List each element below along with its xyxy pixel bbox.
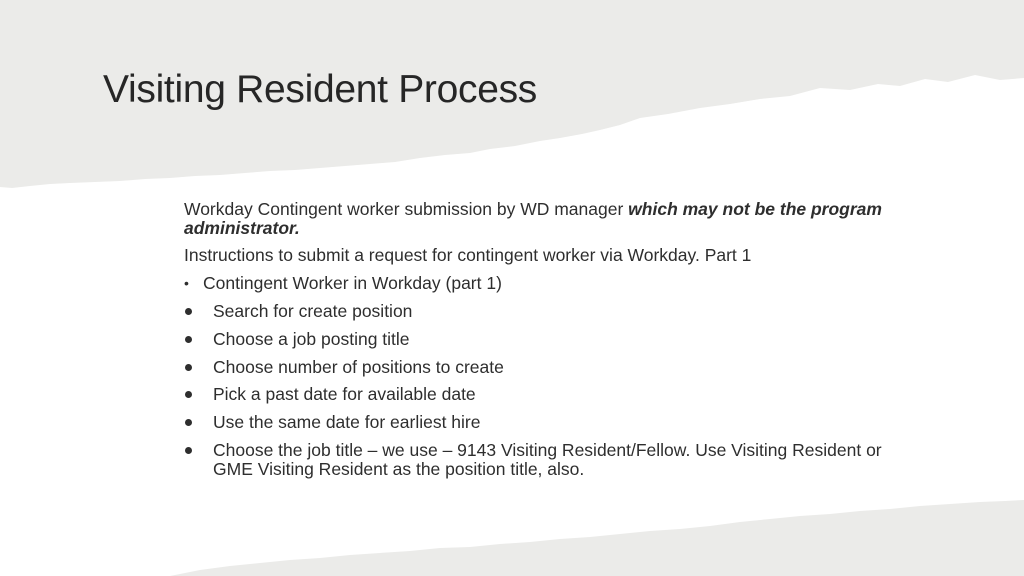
bullet-icon xyxy=(184,413,213,432)
bullet-icon xyxy=(184,358,213,377)
bullet-icon xyxy=(184,385,213,404)
step-text: Choose the job title – we use – 9143 Visiting Resident/Fellow. Use Visiting Resident or GME Visiting Resident as the position title, also. xyxy=(213,439,882,479)
bottom-torn-paper-shape xyxy=(170,500,1024,576)
bullet-icon xyxy=(184,302,213,321)
step-text: Use the same date for earliest hire xyxy=(213,412,481,433)
intro-text: Instructions to submit a request for contingent worker via Workday. Part 1 xyxy=(184,245,752,265)
list-item xyxy=(184,441,914,479)
heading-emphasis-text: which may not be the program administrator. xyxy=(184,199,882,238)
list-item xyxy=(184,385,914,404)
step-text: Choose a job posting title xyxy=(213,328,410,349)
step-text: Pick a past date for available date xyxy=(213,384,476,405)
heading-lead-text: Workday Contingent worker submission by WD manager xyxy=(184,199,629,219)
step-text: Choose number of positions to create xyxy=(213,356,504,377)
list-item xyxy=(184,302,914,321)
slide-body xyxy=(184,200,914,488)
sub-bullet-text: Contingent Worker in Workday (part 1) xyxy=(203,273,502,293)
sub-bullet xyxy=(184,274,914,293)
step-text: Search for create position xyxy=(213,301,413,321)
list-item xyxy=(184,413,914,432)
list-item xyxy=(184,358,914,377)
bullet-icon xyxy=(184,441,213,479)
slide-title: Visiting Resident Process xyxy=(103,68,537,111)
list-item xyxy=(184,330,914,349)
bullet-icon xyxy=(184,330,213,349)
steps-list xyxy=(184,302,914,479)
bullet-icon: • xyxy=(184,275,189,291)
section-heading xyxy=(184,200,914,238)
